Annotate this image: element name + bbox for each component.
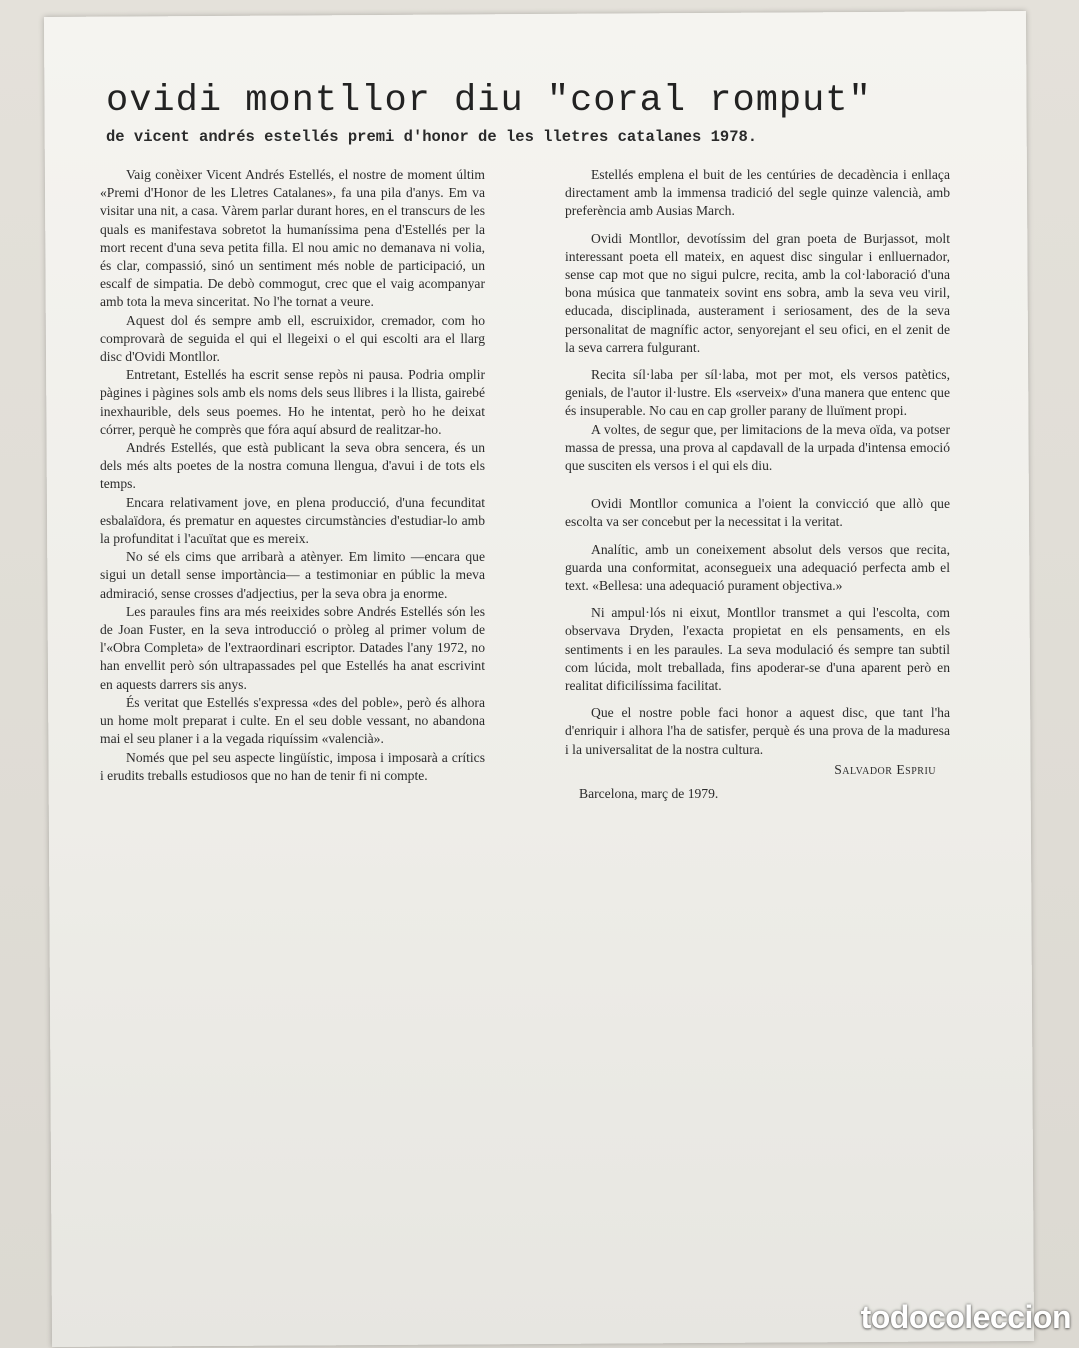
paragraph: És veritat que Estellés s'expressa «des del poble», però és alhora un home molt preparat i culte. En el seu doble vessant, no abandona mai el seu planer i a la vegada riquíssim «valencià». (100, 694, 485, 747)
paragraph: Ovidi Montllor, devotíssim del gran poeta de Burjassot, molt interessant poeta ell mateix, en aquest disc singular i enlluernador, sense cap mot que no sigui pulcre, recita, amb la col·laboració d'una bona música que tanmateix sovint ens sobra, amb la seva veu viril, educada, disciplinada, austerament i seriosament, des de la seva personalitat de magnífic actor, senyorejant el seu ofici, en el zenit de la seva carrera fulgurant. (565, 230, 950, 355)
paragraph: A voltes, de segur que, per limitacions de la meva oïda, va potser massa de pressa, una prova al capdavall de la urpada d'intensa emoció que susciten els versos i el qui els diu. (565, 421, 950, 474)
paragraph: Només que pel seu aspecte lingüístic, imposa i imposarà a crítics i erudits treballs estudiosos que no han de tenir fi ni compte. (100, 749, 485, 783)
paragraph: Ni ampul·lós ni eixut, Montllor transmet a qui l'escolta, com observava Dryden, l'exacta propietat en els pensaments, en els sentiments i en les paraules. La seva modulació és sempre tan subtil com lúcida, molt treballada, fins apoderar-se d'una aparent però en realitat dificilíssima facilitat. (565, 605, 950, 694)
right-column (565, 166, 950, 803)
paragraph: Les paraules fins ara més reeixides sobre Andrés Estellés són les de Joan Fuster, en la seva introducció o pròleg al primer volum de l'«Obra Completa» de l'extraordinari escriptor. Datades l'any 1972, no han envellit però són ultrapassades pel que Estellés ha anat escrivint en aquests darrers sis anys. (100, 603, 485, 692)
paragraph: Que el nostre poble faci honor a aquest disc, que tant l'ha d'enriquir i alhora l'ha de satisfer, perquè és una prova de la maduresa i la universalitat de la nostra cultura. (565, 705, 950, 757)
paragraph: Vaig conèixer Vicent Andrés Estellés, el nostre de moment últim «Premi d'Honor de les Lletres Catalanes», fa una pila d'anys. Em va visitar una nit, a casa. Vàrem parlar durant hores, en el transcurs de les quals es manifestava sobretot la humaníssima pena d'Estellés per la mort recent d'una seva petita filla. El nou amic no demanava ni volia, és clar, compassió, sinó un sentiment més noble de participació, un escalf de simpatia. De debò commogut, crec que el vaig acompanyar amb tota la meva sinceritat. No l'he tornat a veure. (100, 167, 485, 310)
paragraph: No sé els cims que arribarà a atènyer. Em limito —encara que sigui un detall sense importància— a testimoniar en públic la meva admiració, sense crosses d'adjectius, per la seva obra ja enorme. (100, 549, 485, 601)
watermark-logo: todocoleccion (860, 1299, 1071, 1335)
paragraph: Recita síl·laba per síl·laba, mot per mot, els versos patètics, genials, de l'autor il·lustre. Els «serveix» d'una manera que entenc que és insuperable. No cau en cap groller parany de lluïment propi. (565, 367, 950, 419)
paragraph: Aquest dol és sempre amb ell, escruixidor, cremador, com ho comprovarà de seguida el qui el llegeixi o el qui escolti ara el llarg disc d'Ovidi Montllor. (100, 312, 485, 365)
paragraph: Analític, amb un coneixement absolut dels versos que recita, guarda una conformitat, aconsegueix una adequació perfecta amb el text. «Bellesa: una adequació purament objectiva.» (565, 541, 950, 594)
paragraph: Encara relativament jove, en plena producció, d'una fecunditat esbalaïdora, és prematur en aquestes circumstàncies d'estudiar-lo amb la profunditat i l'acuïtat que es mereix. (100, 494, 485, 547)
paragraph: Ovidi Montllor comunica a l'oient la convicció que allò que escolta va ser concebut per la necessitat i la veritat. (565, 496, 950, 530)
document-title: ovidi montllor diu "coral romput" (106, 80, 872, 122)
paragraph: Entretant, Estellés ha escrit sense repòs ni pausa. Podria omplir pàgines i pàgines sols amb els noms dels seus llibres i la llista, gairebé inexhaurible, dels seus poemes. Ho he intentat, però ho he deixat córrer, perquè he comprès que fóra aquí absurd de realitzar-ho. (100, 367, 485, 437)
place-date: Barcelona, març de 1979. (579, 786, 719, 802)
signature: Salvador Espriu (834, 761, 936, 777)
left-column (100, 166, 485, 785)
document-subtitle: de vicent andrés estellés premi d'honor de les lletres catalanes 1978. (106, 128, 758, 146)
paragraph: Andrés Estellés, que està publicant la seva obra sencera, és un dels més alts poetes de la nostra comuna llengua, d'avui i de tots els temps. (100, 440, 485, 492)
paragraph: Estellés emplena el buit de les centúries de decadència i enllaça directament amb la immensa tradició del segle quinze valencià, amb preferència amb Ausias March. (565, 167, 950, 219)
